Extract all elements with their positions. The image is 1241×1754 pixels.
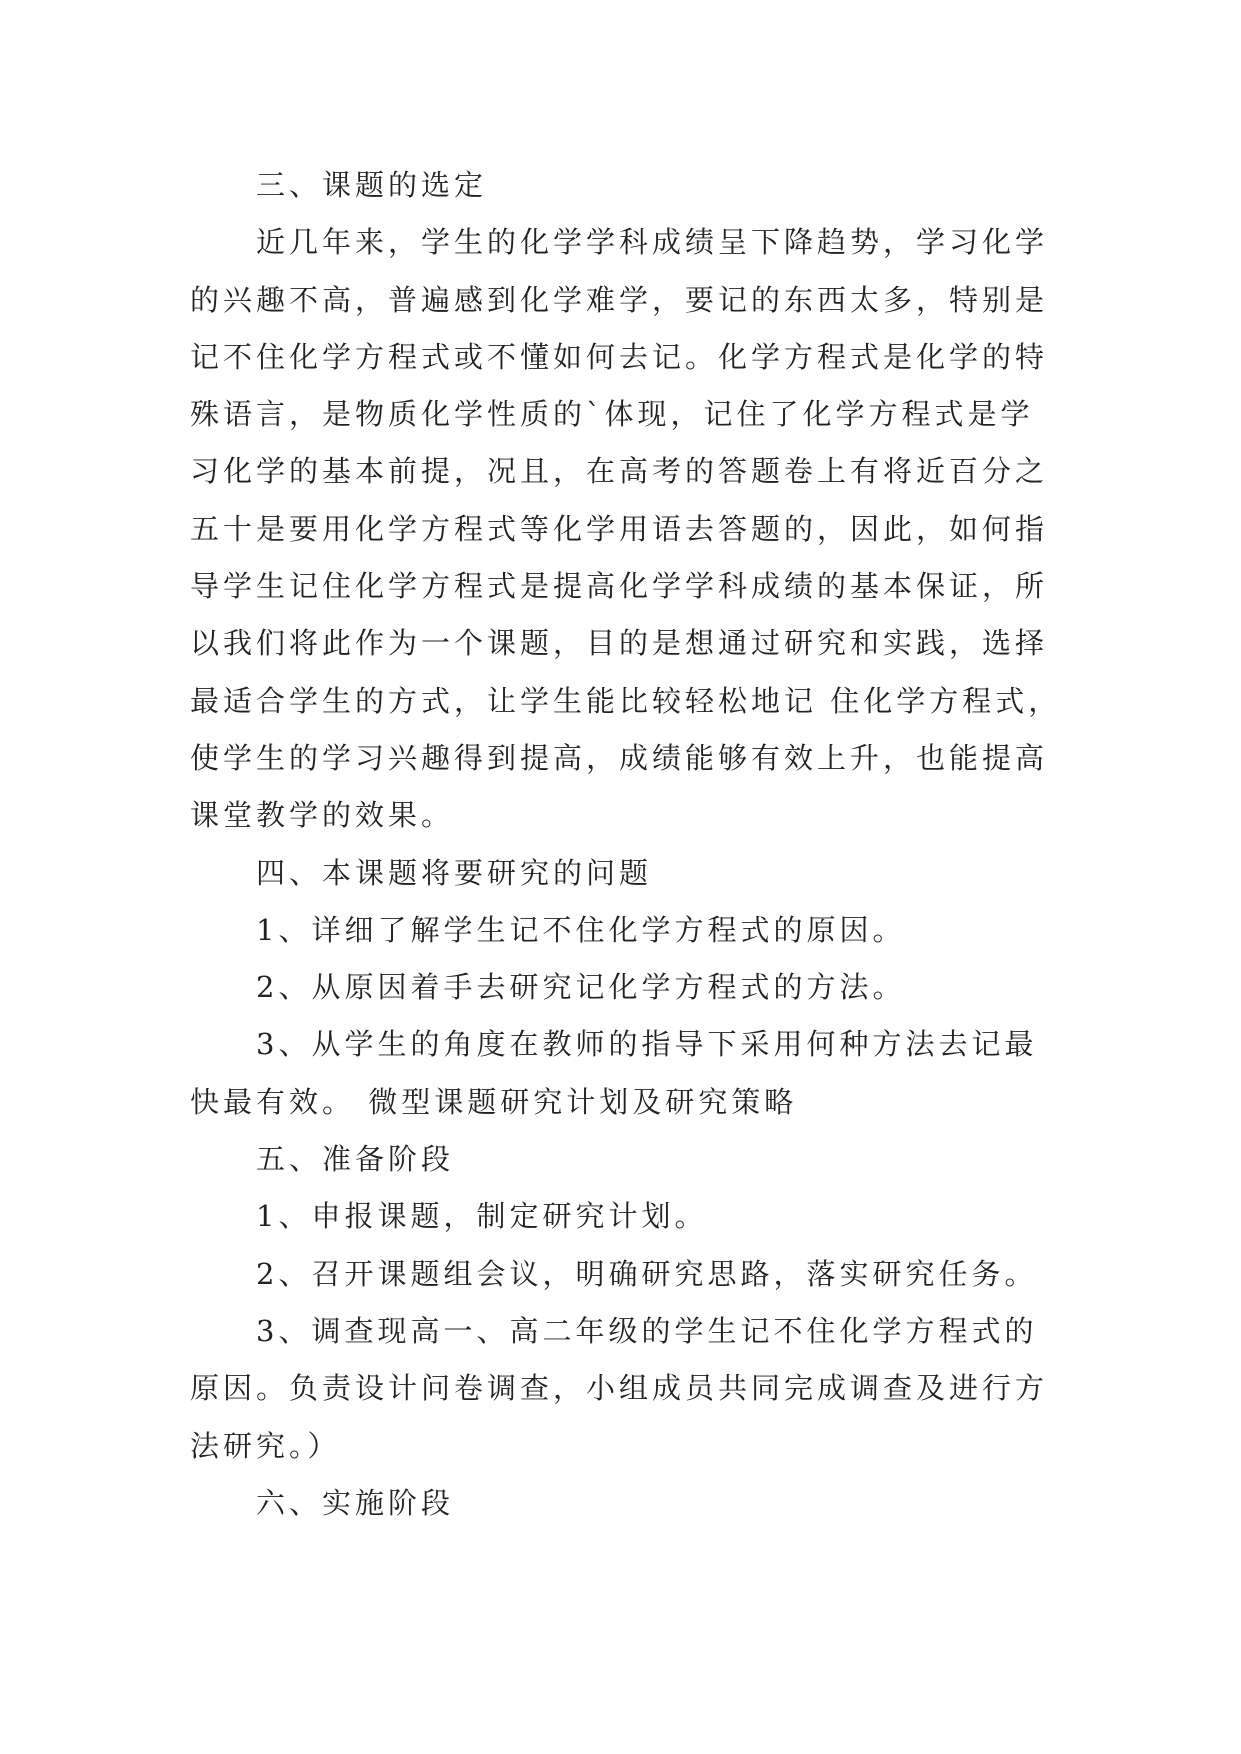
- document-body: [190, 157, 1090, 1532]
- list-item-line: 1、申报课题，制定研究计划。: [256, 1199, 708, 1234]
- paragraph-line: 导学生记住化学方程式是提高化学学科成绩的基本保证，所: [190, 569, 1049, 604]
- paragraph-line: 的兴趣不高，普遍感到化学难学，要记的东西太多，特别是: [190, 282, 1049, 317]
- paragraph-line: 使学生的学习兴趣得到提高，成绩能够有效上升，也能提高: [190, 740, 1049, 775]
- paragraph-line: 五十是要用化学方程式等化学用语去答题的，因此，如何指: [190, 511, 1049, 546]
- list-item-line: 原因。负责设计问卷调查，小组成员共同完成调查及进行方: [190, 1371, 1049, 1406]
- list-item-line: 2、召开课题组会议，明确研究思路，落实研究任务。: [256, 1256, 1038, 1291]
- section-heading-3: 三、课题的选定: [256, 168, 488, 202]
- paragraph-line: 以我们将此作为一个课题，目的是想通过研究和实践，选择: [190, 626, 1049, 661]
- section-heading-4: 四、本课题将要研究的问题: [256, 855, 653, 890]
- list-item-line: 1、详细了解学生记不住化学方程式的原因。: [256, 912, 906, 947]
- paragraph-line: 记不住化学方程式或不懂如何去记。化学方程式是化学的特: [190, 339, 1049, 374]
- list-item-line: 2、从原因着手去研究记化学方程式的方法。: [256, 970, 906, 1005]
- paragraph-line: 近几年来，学生的化学学科成绩呈下降趋势，学习化学: [256, 225, 1049, 260]
- list-item-line: 法研究。）: [190, 1428, 341, 1463]
- paragraph-line: 习化学的基本前提，况且，在高考的答题卷上有将近百分之: [190, 454, 1049, 489]
- paragraph-line: 课堂教学的效果。: [190, 798, 455, 833]
- paragraph-line: 最适合学生的方式，让学生能比较轻松地记 住化学方程式，: [190, 683, 1062, 718]
- list-item-line: 3、从学生的角度在教师的指导下采用何种方法去记最: [256, 1027, 1038, 1062]
- section-heading-6: 六、实施阶段: [256, 1485, 455, 1520]
- list-item-line: 3、调查现高一、高二年级的学生记不住化学方程式的: [256, 1313, 1038, 1348]
- list-item-line: 快最有效。 微型课题研究计划及研究策略: [190, 1084, 798, 1119]
- section-heading-5: 五、准备阶段: [256, 1142, 455, 1177]
- paragraph-line: 殊语言，是物质化学性质的`体现，记住了化学方程式是学: [190, 397, 1034, 432]
